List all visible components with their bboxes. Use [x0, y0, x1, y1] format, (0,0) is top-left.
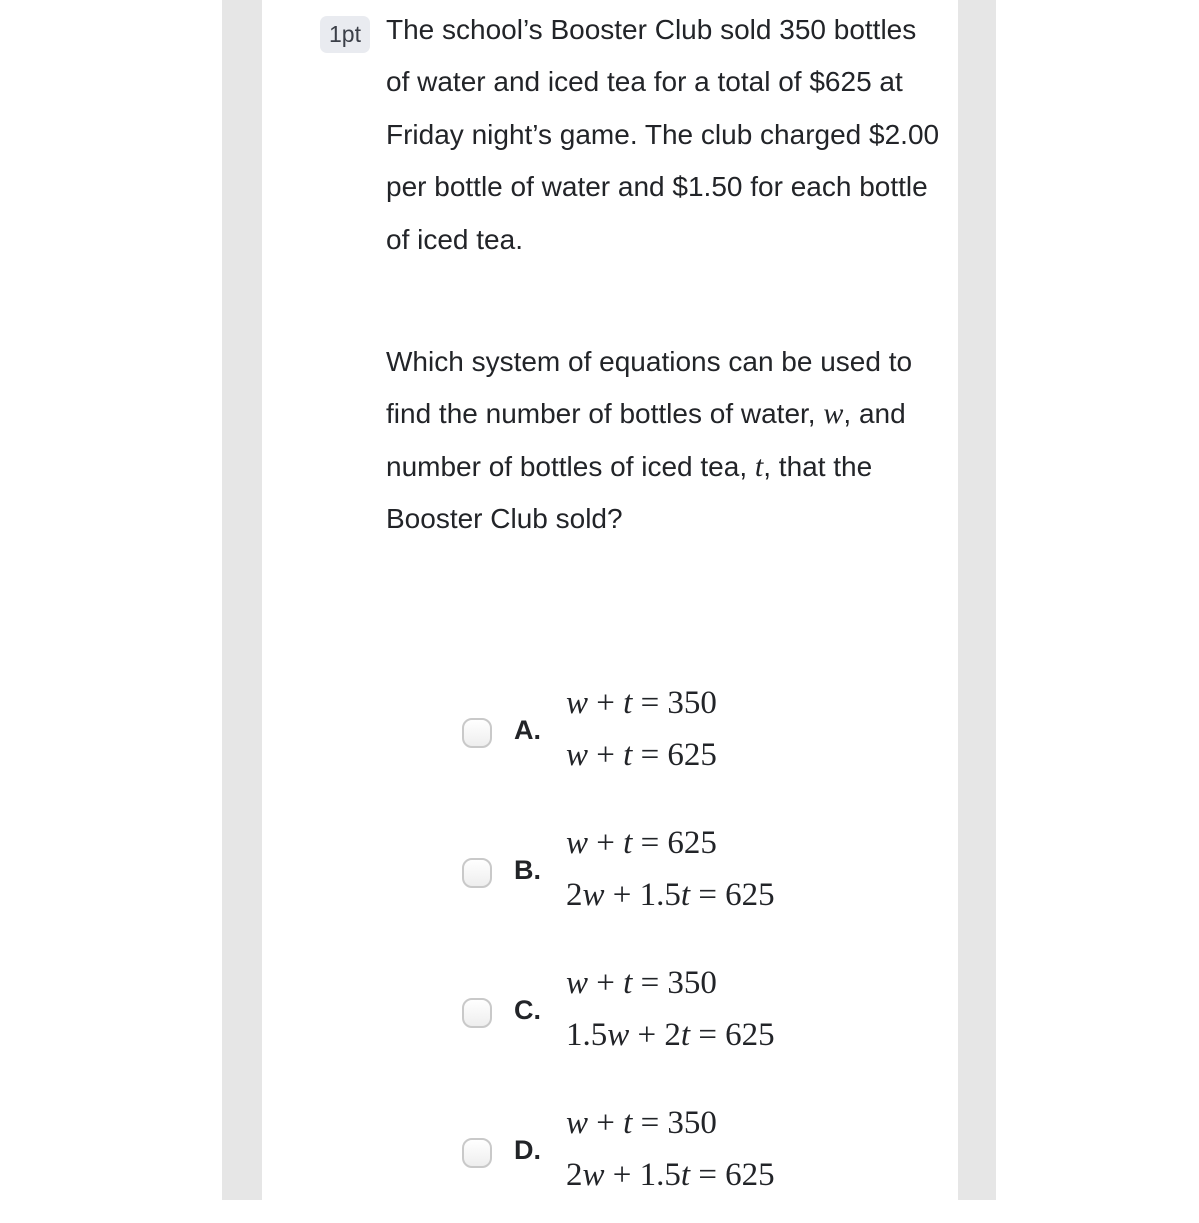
choice-d-equation-1: w + t = 350: [566, 1105, 717, 1141]
choice-b-checkbox[interactable]: [462, 858, 492, 888]
question-text-part-1: Which system of equations can be used to find the number of bottles of water,: [386, 346, 913, 430]
choice-c-checkbox[interactable]: [462, 998, 492, 1028]
choice-b-letter: B.: [514, 855, 541, 885]
question-text-part-2: , and number of bottles of iced tea,: [386, 398, 906, 482]
choice-a-equation-2: w + t = 625: [566, 737, 717, 773]
variable-w: w: [823, 397, 844, 431]
choice-d-checkbox[interactable]: [462, 1138, 492, 1168]
choice-a-letter: A.: [514, 715, 541, 745]
choice-c-equation-2: 1.5w + 2t = 625: [566, 1017, 775, 1053]
variable-t: t: [754, 449, 764, 483]
right-gutter: [958, 0, 996, 1200]
choice-b-equation-2: 2w + 1.5t = 625: [566, 877, 775, 913]
choice-a-checkbox[interactable]: [462, 718, 492, 748]
choice-c-equation-1: w + t = 350: [566, 965, 717, 1001]
question-paragraph-1: The school’s Booster Club sold 350 bottles of water and iced tea for a total of $625 at Friday night’s game. The club charged $2.00 per bottle of water and $1.50 for each bottle of iced tea.: [386, 14, 940, 255]
choice-c-letter: C.: [514, 995, 541, 1025]
choice-c[interactable]: [462, 965, 882, 1083]
question-paragraph-2: [386, 336, 946, 546]
left-gutter: [222, 0, 262, 1200]
choice-a[interactable]: [462, 685, 882, 803]
points-badge: 1pt: [320, 16, 370, 53]
choice-d[interactable]: [462, 1105, 882, 1223]
question-text-part-3: , that the Booster Club sold?: [386, 450, 873, 535]
choice-d-equation-2: 2w + 1.5t = 625: [566, 1157, 775, 1193]
choice-b-equation-1: w + t = 625: [566, 825, 717, 861]
choice-b[interactable]: [462, 825, 882, 943]
choice-a-equation-1: w + t = 350: [566, 685, 717, 721]
choice-d-letter: D.: [514, 1135, 541, 1165]
